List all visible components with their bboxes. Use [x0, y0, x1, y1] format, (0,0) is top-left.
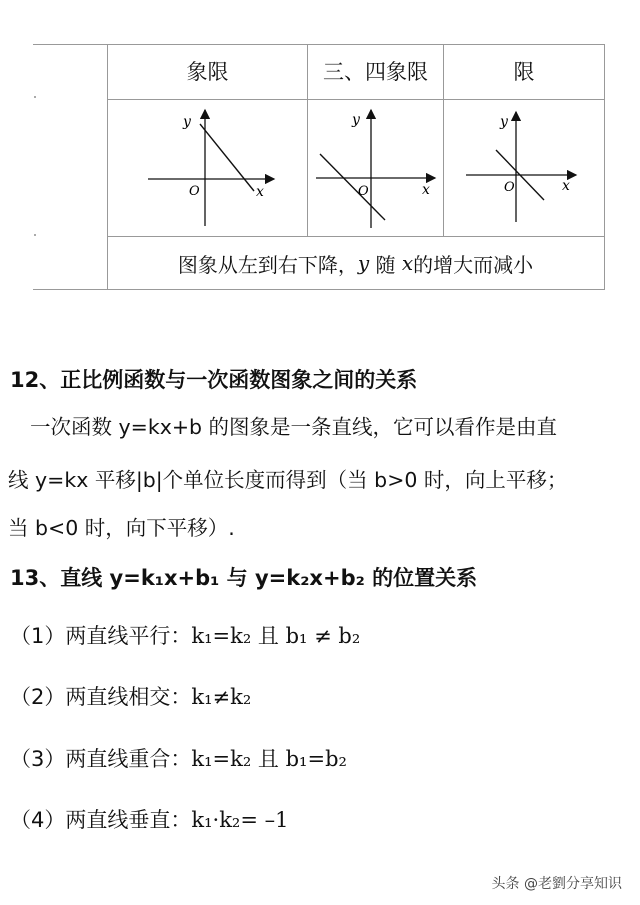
- header-cell: 限: [513, 60, 535, 84]
- table-border: [33, 289, 605, 290]
- section-12-line-1: 一次函数 y=kx+b 的图象是一条直线，它可以看作是由直: [30, 415, 558, 439]
- item-formula: k₁=k₂ 且 b₁=b₂: [191, 747, 347, 771]
- item-label: （2）两直线相交：: [10, 685, 192, 709]
- origin-label: O: [504, 180, 515, 195]
- relation-item-parallel: [10, 620, 360, 650]
- item-formula: k₁=k₂ 且 b₁ ≠ b₂: [191, 624, 361, 648]
- footer-text: 随: [369, 252, 402, 277]
- table-mark: [34, 234, 36, 236]
- origin-label: O: [189, 184, 200, 199]
- graph-svg: [308, 100, 443, 236]
- section-13-heading: 13、直线 y=k₁x+b₁ 与 y=k₂x+b₂ 的位置关系: [10, 566, 478, 590]
- y-label: y: [500, 114, 508, 130]
- footer-text: 图象从左到右下降，: [177, 252, 358, 277]
- item-label: （4）两直线垂直：: [10, 808, 192, 832]
- relation-item-perpendicular: [10, 804, 288, 834]
- y-label: y: [183, 114, 191, 130]
- y-label: y: [352, 112, 360, 128]
- function-line: [200, 124, 254, 191]
- graph-svg: [108, 100, 307, 236]
- item-label: （3）两直线重合：: [10, 747, 192, 771]
- footer-var-x: x: [401, 251, 414, 275]
- section-12-heading: 12、正比例函数与一次函数图象之间的关系: [10, 368, 418, 392]
- relation-item-coincide: [10, 743, 347, 773]
- watermark: 头条 @老劉分享知识: [491, 876, 622, 892]
- x-label: x: [562, 178, 570, 194]
- graph-decreasing-2: [308, 100, 443, 236]
- x-label: x: [422, 182, 430, 198]
- footer-var-y: y: [357, 251, 370, 275]
- table-footer: [107, 238, 604, 288]
- item-label: （1）两直线平行：: [10, 624, 192, 648]
- graph-decreasing-3: [444, 100, 604, 236]
- item-formula: k₁·k₂= –1: [191, 808, 289, 832]
- header-cell: 象限: [186, 60, 229, 84]
- origin-label: O: [358, 184, 369, 199]
- function-graph-table: [33, 44, 605, 290]
- function-line: [320, 154, 385, 220]
- graph-svg: [444, 100, 604, 236]
- section-12-line-2: 线 y=kx 平移|b|个单位长度而得到（当 b>0 时，向上平移；: [8, 468, 568, 492]
- footer-text: 的增大而减小: [413, 252, 534, 277]
- x-label: x: [256, 184, 264, 200]
- relation-item-intersect: [10, 681, 251, 711]
- table-mark: [34, 96, 36, 98]
- header-cell: 三、四象限: [323, 60, 428, 84]
- graph-decreasing-1: [108, 100, 307, 236]
- section-12-line-3: 当 b<0 时，向下平移）.: [8, 516, 235, 540]
- table-border: [604, 44, 605, 290]
- item-formula: k₁≠k₂: [191, 685, 252, 709]
- table-divider: [107, 236, 605, 237]
